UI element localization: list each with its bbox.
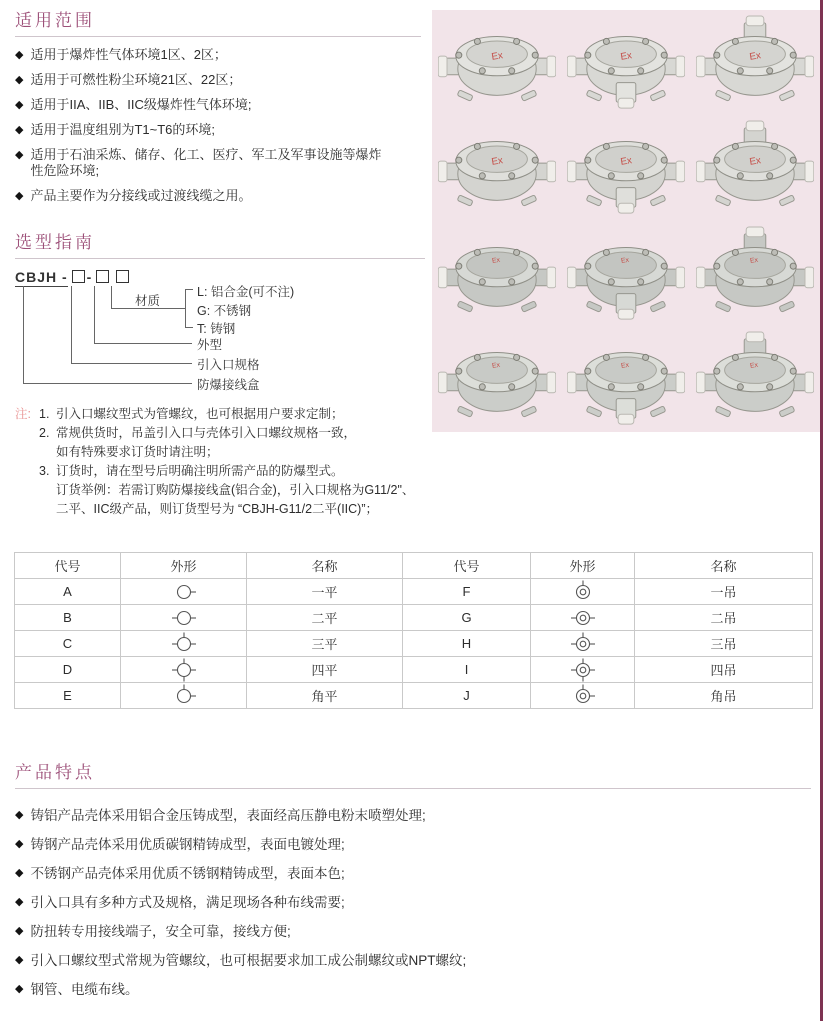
diamond-bullet-icon: ◆ [15, 896, 24, 908]
code-cell: A [15, 579, 121, 605]
junction-box-illustration [696, 225, 814, 323]
product-photo-panel [432, 10, 820, 432]
product-photo-r1-c2 [561, 10, 690, 116]
bullet-item [15, 122, 421, 138]
bullet-item [15, 981, 811, 998]
svg-text:Ex: Ex [619, 49, 633, 63]
model-code-separator: - [86, 269, 93, 285]
product-features-list [15, 807, 811, 998]
diamond-bullet-icon: ◆ [15, 867, 24, 879]
table-row [15, 579, 813, 605]
diagram-label-inlet-spec: 引入口规格 [197, 358, 260, 372]
diamond-bullet-icon: ◆ [15, 809, 24, 821]
name-cell: 角吊 [635, 683, 813, 709]
bullet-text: 防扭转专用接线端子，安全可靠，接线方便; [30, 924, 291, 939]
bullet-item [15, 47, 421, 63]
svg-text:Ex: Ex [749, 256, 759, 265]
product-photo-r2-c2 [561, 116, 690, 222]
model-code-box [96, 270, 109, 283]
svg-text:Ex: Ex [490, 155, 504, 169]
shape-cell [531, 683, 635, 709]
diamond-bullet-icon: ◆ [15, 49, 24, 61]
product-photo-r2-c1 [432, 116, 561, 222]
section-product-features [15, 758, 811, 1010]
shape-glyph-icon [170, 684, 198, 708]
name-cell: 四平 [247, 657, 403, 683]
junction-box-illustration [696, 14, 814, 112]
applicable-scope-title: 适用范围 [15, 6, 421, 37]
note-text: 引入口螺纹型式为管螺纹，也可根据用户要求定制； [56, 407, 344, 421]
product-photo-r4-c1 [432, 327, 561, 433]
junction-box-illustration [438, 14, 556, 112]
bullet-text: 引入口具有多种方式及规格，满足现场各种布线需要; [30, 895, 345, 910]
section-applicable-scope [15, 6, 421, 213]
ordering-notes [15, 405, 425, 519]
notes-label: 注: [15, 407, 31, 421]
shape-cell [531, 631, 635, 657]
bullet-item [15, 97, 421, 113]
code-cell: I [403, 657, 531, 683]
diamond-bullet-icon: ◆ [15, 74, 24, 86]
shape-glyph-icon [170, 580, 198, 604]
bullet-text: 适用于可燃性粉尘环境21区、22区； [30, 72, 242, 87]
svg-text:Ex: Ex [491, 256, 501, 265]
svg-text:Ex: Ex [749, 361, 759, 371]
svg-text:Ex: Ex [620, 361, 630, 371]
diagram-label-junction-box: 防爆接线盒 [197, 378, 260, 392]
model-code [15, 269, 131, 285]
shape-glyph-icon [170, 606, 198, 630]
column-header: 外形 [121, 553, 247, 579]
note-text: 订货时，请在型号后明确注明所需产品的防爆型式。 订货举例：若需订购防爆接线盒(铝合金)，引入口规格为G11/2"、 二平、IIC级产品，则订货型号为 “CBJH-G11/2二平(IIC)”； [56, 464, 415, 516]
bullet-item [15, 952, 811, 969]
diamond-bullet-icon: ◆ [15, 190, 24, 202]
material-option: L: 铝合金(可不注) [197, 285, 295, 299]
note-number: 1. [39, 407, 50, 421]
diagram-label-shape: 外型 [197, 338, 223, 352]
junction-box-illustration [567, 225, 685, 323]
column-header: 名称 [247, 553, 403, 579]
note-item [39, 462, 425, 519]
bullet-item [15, 894, 811, 911]
material-option: T: 铸钢 [197, 322, 236, 336]
material-bracket [185, 289, 193, 328]
bullet-item [15, 836, 811, 853]
selection-guide-title: 选型指南 [15, 228, 425, 259]
name-cell: 三吊 [635, 631, 813, 657]
name-cell: 三平 [247, 631, 403, 657]
svg-text:Ex: Ex [490, 49, 504, 63]
bullet-text: 引入口螺纹型式常规为管螺纹，也可根据要求加工成公制螺纹或NPT螺纹; [30, 953, 467, 968]
product-photo-r4-c2 [561, 327, 690, 433]
bullet-item [15, 147, 421, 179]
name-cell: 一吊 [635, 579, 813, 605]
junction-box-illustration [567, 119, 685, 217]
table-row [15, 683, 813, 709]
table-row [15, 657, 813, 683]
connector-line [23, 286, 192, 384]
name-cell: 二吊 [635, 605, 813, 631]
bullet-text: 适用于温度组别为T1~T6的环境; [30, 122, 216, 137]
junction-box-illustration [438, 119, 556, 217]
product-photo-r4-c3 [691, 327, 820, 433]
shape-cell [531, 605, 635, 631]
product-photo-r3-c3 [691, 221, 820, 327]
note-number: 3. [39, 464, 50, 478]
code-cell: G [403, 605, 531, 631]
table-row [15, 631, 813, 657]
product-photo-r3-c1 [432, 221, 561, 327]
note-text: 常规供货时，吊盖引入口与壳体引入口螺纹规格一致， 如有特殊要求订货时请注明； [56, 426, 357, 459]
junction-box-illustration [567, 330, 685, 428]
bullet-item [15, 72, 421, 88]
model-code-diagram [15, 269, 425, 397]
name-cell: 二平 [247, 605, 403, 631]
shape-glyph-icon [569, 658, 597, 682]
note-item [39, 405, 425, 424]
shape-glyph-icon [170, 632, 198, 656]
diamond-bullet-icon: ◆ [15, 149, 24, 161]
bullet-text: 铸钢产品壳体采用优质碳钢精铸成型，表面电镀处理; [30, 837, 345, 852]
model-code-box [116, 270, 129, 283]
diamond-bullet-icon: ◆ [15, 983, 24, 995]
shape-glyph-icon [569, 580, 597, 604]
code-cell: C [15, 631, 121, 657]
bullet-item [15, 188, 421, 204]
model-code-prefix: CBJH - [15, 269, 68, 285]
shape-cell [531, 579, 635, 605]
section-selection-guide [15, 228, 425, 519]
product-photo-r1-c3 [691, 10, 820, 116]
code-cell: J [403, 683, 531, 709]
shape-cell [121, 631, 247, 657]
shape-code-table [14, 552, 813, 709]
code-cell: D [15, 657, 121, 683]
bullet-text: 适用于IIA、IIB、IIC级爆炸性气体环境; [30, 97, 252, 112]
bullet-text: 不锈钢产品壳体采用优质不锈钢精铸成型，表面本色; [30, 866, 345, 881]
bullet-item [15, 923, 811, 940]
column-header: 名称 [635, 553, 813, 579]
junction-box-illustration [438, 330, 556, 428]
shape-glyph-icon [569, 632, 597, 656]
shape-cell [121, 579, 247, 605]
product-photo-r1-c1 [432, 10, 561, 116]
diamond-bullet-icon: ◆ [15, 99, 24, 111]
bullet-item [15, 807, 811, 824]
material-label: 材质 [135, 294, 161, 308]
bullet-text: 铸铝产品壳体采用铝合金压铸成型，表面经高压静电粉末喷塑处理; [30, 808, 426, 823]
shape-glyph-icon [569, 684, 597, 708]
diamond-bullet-icon: ◆ [15, 954, 24, 966]
product-photo-r2-c3 [691, 116, 820, 222]
diamond-bullet-icon: ◆ [15, 838, 24, 850]
column-header: 代号 [403, 553, 531, 579]
column-header: 外形 [531, 553, 635, 579]
note-number: 2. [39, 426, 50, 440]
code-cell: H [403, 631, 531, 657]
junction-box-illustration [696, 119, 814, 217]
applicable-scope-list [15, 47, 421, 204]
note-item [39, 424, 425, 462]
bullet-item [15, 865, 811, 882]
junction-box-illustration [696, 330, 814, 428]
name-cell: 四吊 [635, 657, 813, 683]
svg-text:Ex: Ex [491, 361, 501, 371]
code-cell: F [403, 579, 531, 605]
svg-text:Ex: Ex [749, 155, 763, 169]
svg-text:Ex: Ex [619, 155, 633, 169]
junction-box-illustration [438, 225, 556, 323]
product-photo-r3-c2 [561, 221, 690, 327]
svg-text:Ex: Ex [749, 49, 763, 63]
bullet-text: 产品主要作为分接线或过渡线缆之用。 [30, 188, 252, 203]
material-option: G: 不锈钢 [197, 304, 252, 318]
svg-text:Ex: Ex [620, 256, 630, 265]
product-features-title: 产品特点 [15, 758, 811, 789]
table-row [15, 605, 813, 631]
shape-glyph-icon [569, 606, 597, 630]
bullet-text: 钢管、电缆布线。 [30, 982, 139, 997]
code-cell: B [15, 605, 121, 631]
code-cell: E [15, 683, 121, 709]
junction-box-illustration [567, 14, 685, 112]
table-header-row [15, 553, 813, 579]
diamond-bullet-icon: ◆ [15, 925, 24, 937]
name-cell: 角平 [247, 683, 403, 709]
column-header: 代号 [15, 553, 121, 579]
shape-cell [121, 683, 247, 709]
model-code-box [72, 270, 85, 283]
shape-cell [121, 605, 247, 631]
shape-cell [531, 657, 635, 683]
bullet-text: 适用于石油采炼、储存、化工、医疗、军工及军事设施等爆炸 性危险环境; [30, 147, 382, 178]
shape-glyph-icon [170, 658, 198, 682]
name-cell: 一平 [247, 579, 403, 605]
diamond-bullet-icon: ◆ [15, 124, 24, 136]
shape-cell [121, 657, 247, 683]
bullet-text: 适用于爆炸性气体环境1区、2区； [30, 47, 227, 62]
